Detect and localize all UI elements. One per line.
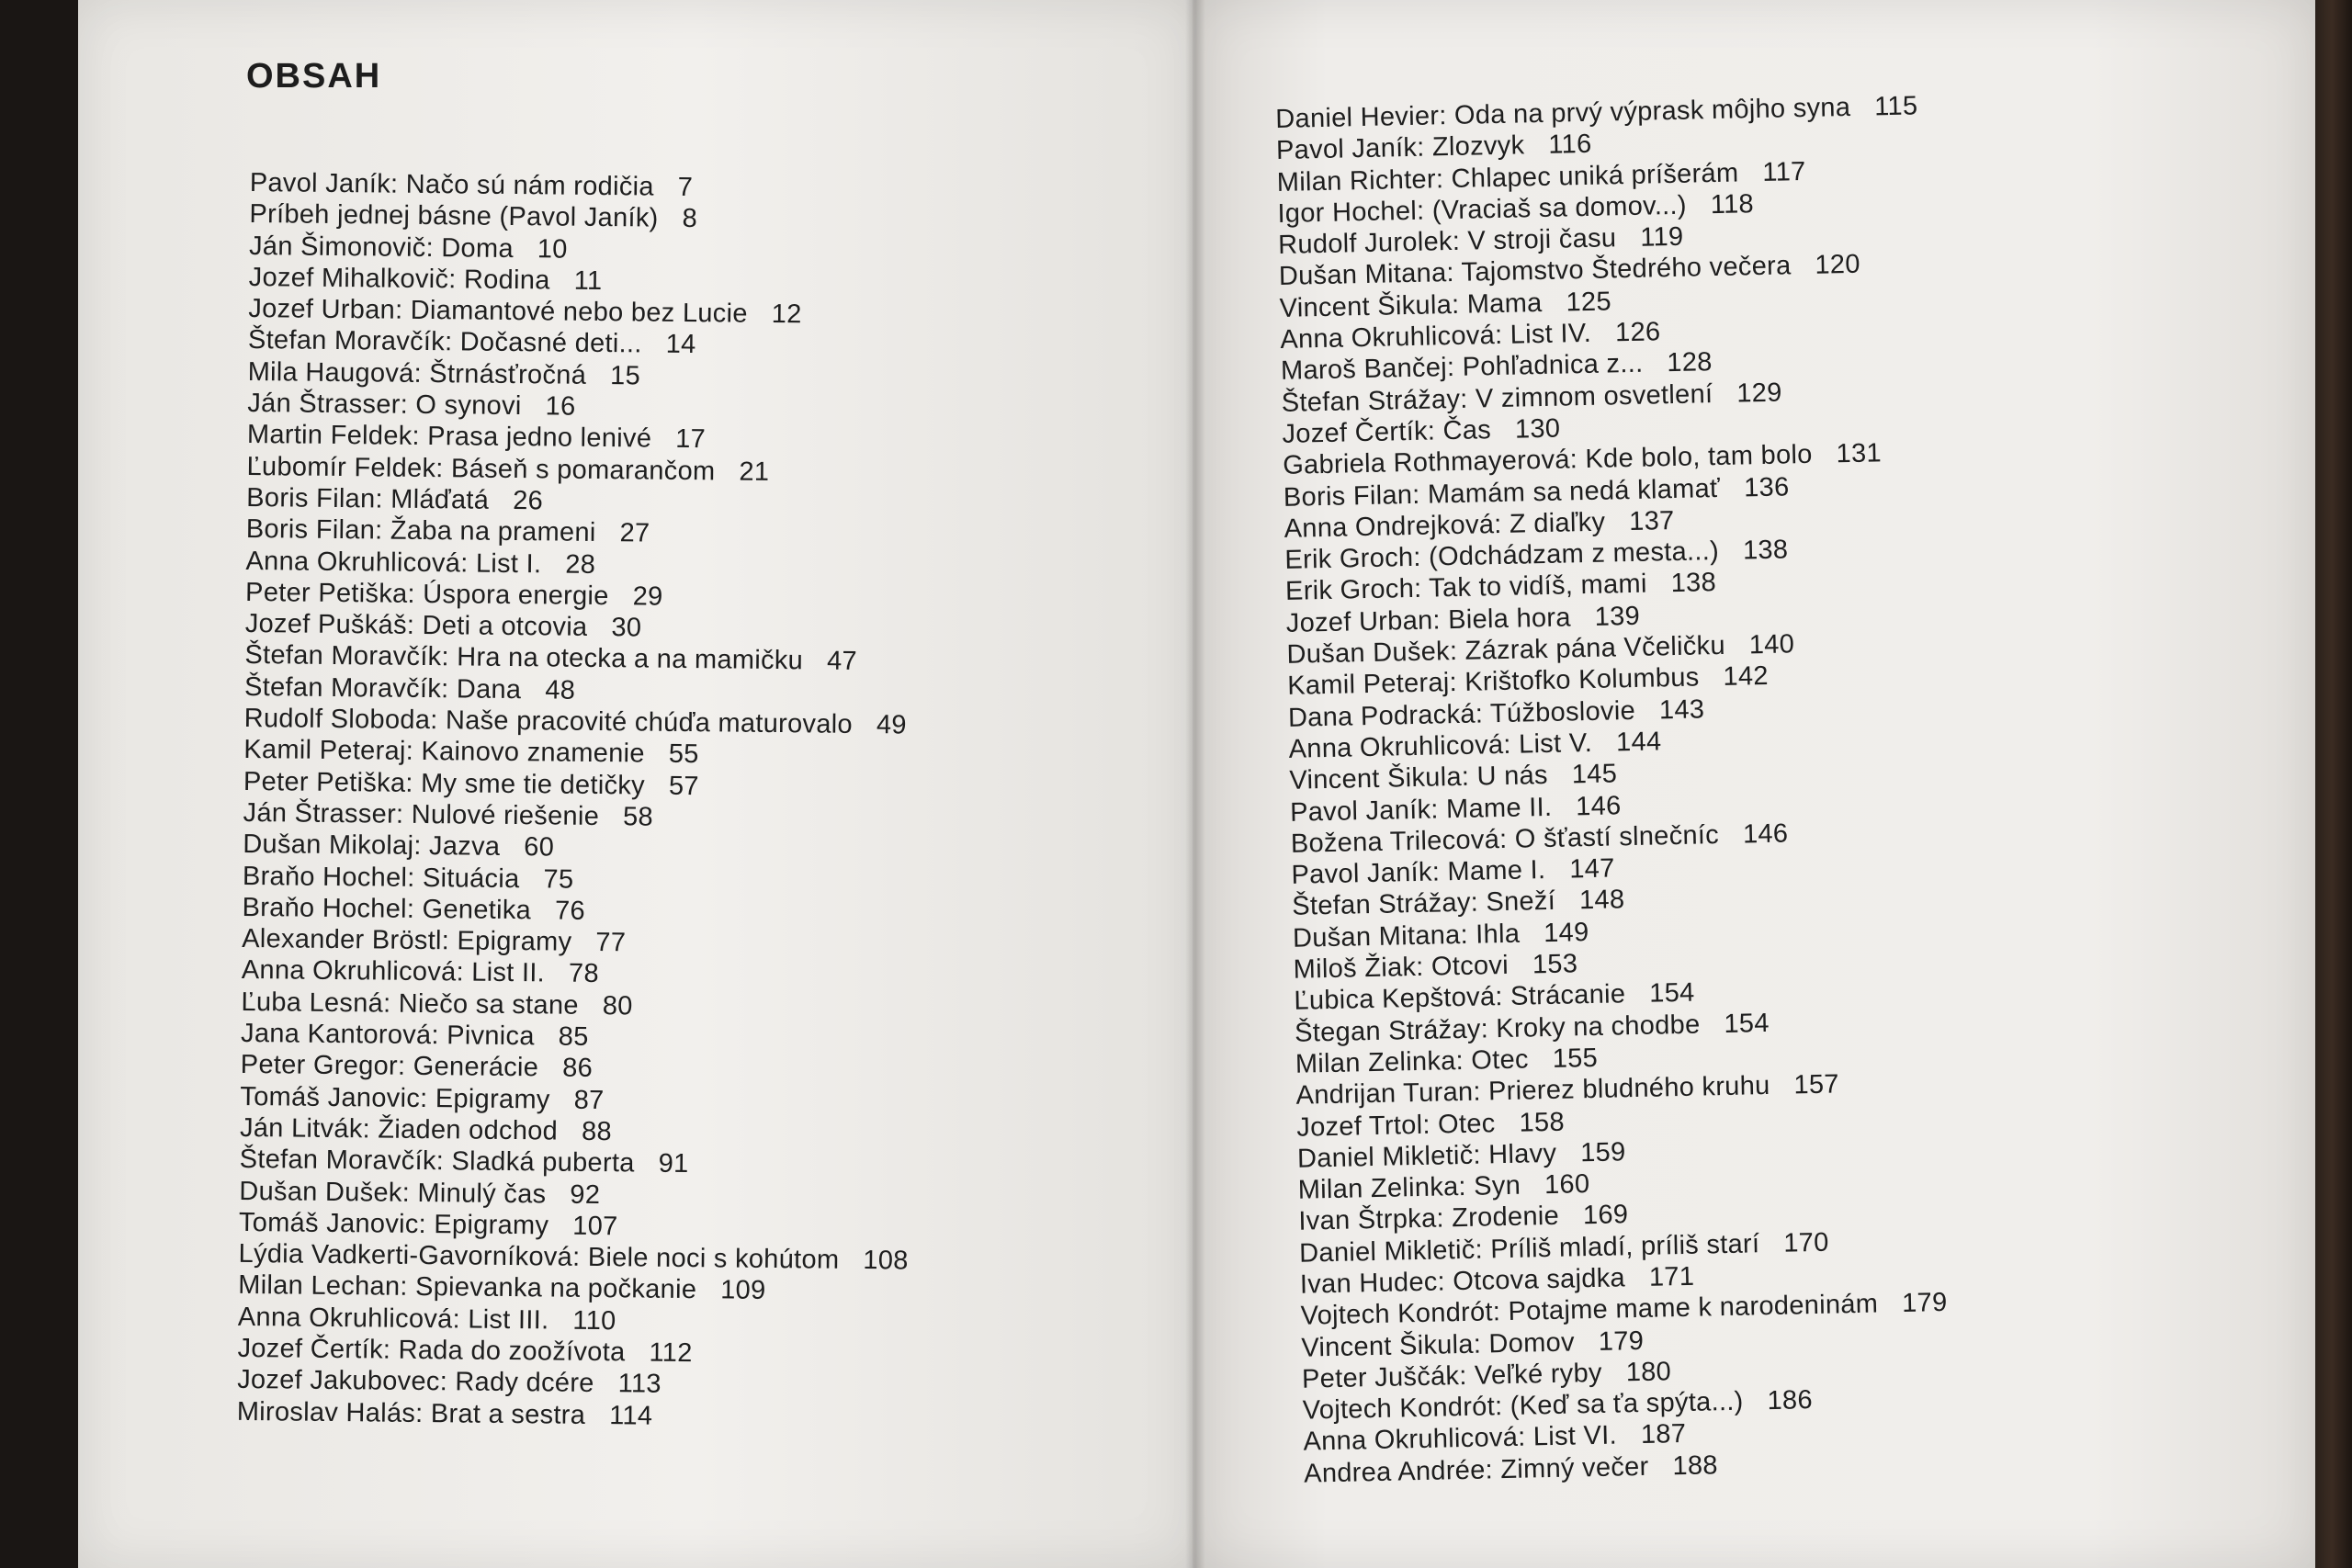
toc-entry-page-number: 14 [665, 330, 696, 360]
toc-entry-title: Kamil Peteraj: Kainovo znamenie [243, 735, 645, 769]
toc-entry-page-number: 12 [771, 299, 802, 330]
toc-entry-title: Daniel Hevier: Oda na prvý výprask môjho syna [1275, 92, 1851, 134]
toc-entry-title: Ľuba Lesná: Niečo sa stane [241, 987, 579, 1021]
toc-entry-page-number: 92 [570, 1179, 601, 1210]
toc-entry-page-number: 57 [668, 771, 699, 801]
toc-entry-page-number: 147 [1568, 853, 1615, 885]
toc-entry-page-number: 157 [1793, 1069, 1840, 1100]
toc-entry-title: Tomáš Janovic: Epigramy [238, 1207, 549, 1241]
toc-entry-title: Milan Zelinka: Otec [1295, 1044, 1530, 1079]
toc-entry-page-number: 78 [568, 959, 600, 989]
toc-entry-page-number: 188 [1672, 1450, 1719, 1482]
toc-entry-title: Vojtech Kondrót: Potajme mame k narodeninám [1300, 1289, 1879, 1331]
toc-entry-title: Anna Okruhlicová: List VI. [1303, 1421, 1618, 1458]
toc-entry-page-number: 120 [1815, 250, 1861, 281]
toc-entry-page-number: 180 [1625, 1357, 1672, 1388]
toc-entry-page-number: 115 [1873, 91, 1918, 122]
toc-entry-title: Boris Filan: Mláďatá [246, 482, 490, 515]
toc-entry-page-number: 138 [1670, 568, 1717, 599]
toc-entry-page-number: 138 [1742, 535, 1789, 566]
toc-entry-page-number: 170 [1782, 1227, 1829, 1258]
toc-entry-title: Peter Juščák: Veľké ryby [1301, 1358, 1603, 1394]
toc-entry-title: Vojtech Kondrót: (Keď sa ťa spýta...) [1302, 1386, 1744, 1426]
toc-entry-page-number: 88 [581, 1116, 613, 1147]
toc-entry-title: Lýdia Vadkerti-Gavorníková: Biele noci s kohútom [238, 1239, 840, 1275]
toc-entry-page-number: 108 [863, 1246, 909, 1276]
toc-entry-page-number: 110 [572, 1305, 616, 1336]
toc-entry-title: Milan Richter: Chlapec uniká príšerám [1276, 158, 1739, 197]
toc-entry-title: Ivan Štrpka: Zrodenie [1298, 1201, 1560, 1237]
toc-entry-title: Daniel Mikletič: Hlavy [1296, 1138, 1557, 1174]
toc-entry-title: Ján Litvák: Žiaden odchod [239, 1112, 559, 1146]
toc-entry-page-number: 179 [1901, 1288, 1948, 1319]
toc-entry-page-number: 137 [1628, 505, 1675, 536]
toc-entry-title: Andrea Andrée: Zimný večer [1303, 1451, 1649, 1489]
toc-entry-title: Daniel Mikletič: Príliš mladí, príliš starí [1298, 1228, 1760, 1269]
toc-entry-page-number: 171 [1648, 1261, 1695, 1292]
toc-entry-page-number: 85 [558, 1021, 589, 1052]
toc-entry-title: Ľubomír Feldek: Báseň s pomarančom [246, 451, 716, 486]
toc-entry-title: Jana Kantorová: Pivnica [240, 1018, 535, 1052]
toc-entry-page-number: 49 [876, 710, 907, 740]
toc-entry-title: Milan Zelinka: Syn [1297, 1170, 1521, 1205]
toc-entry-title: Boris Filan: Žaba na prameni [245, 514, 596, 548]
toc-entry-page-number: 107 [572, 1211, 618, 1242]
toc-entry-page-number: 10 [537, 233, 568, 265]
toc-entry-page-number: 113 [617, 1369, 662, 1400]
toc-entry-title: Jozef Čertík: Rada do zoožívota [237, 1333, 626, 1368]
toc-entry-title: Rudolf Jurolek: V stroji času [1277, 223, 1617, 261]
toc-entry-page-number: 158 [1519, 1107, 1566, 1138]
toc-entry-title: Vincent Šikula: U nás [1289, 761, 1549, 796]
toc-entry-page-number: 16 [545, 391, 576, 422]
toc-entry-title: Dana Podracká: Túžboslovie [1287, 695, 1636, 733]
toc-entry-title: Pavol Janík: Zlozvyk [1275, 130, 1525, 166]
toc-entry-page-number: 8 [682, 204, 698, 234]
toc-entry-title: Anna Okruhlicová: List IV. [1280, 318, 1592, 355]
toc-entry-title: Maroš Bančej: Pohľadnica z... [1280, 349, 1644, 387]
toc-entry-page-number: 47 [826, 647, 858, 677]
toc-entry-page-number: 154 [1724, 1008, 1770, 1039]
toc-left-column [237, 167, 920, 1434]
toc-entry-page-number: 91 [658, 1148, 689, 1179]
toc-right-column [1275, 90, 1951, 1489]
toc-entry-page-number: 26 [513, 485, 544, 516]
toc-entry-title: Jozef Urban: Biela hora [1285, 603, 1572, 638]
toc-entry-title: Štefan Moravčík: Dočasné deti... [247, 325, 642, 359]
toc-entry-title: Jozef Čertík: Čas [1282, 415, 1492, 449]
toc-entry-title: Milan Lechan: Spievanka na počkanie [238, 1270, 697, 1305]
toc-entry-page-number: 155 [1552, 1043, 1599, 1074]
toc-entry-title: Peter Petiška: My sme tie detičky [243, 766, 646, 801]
toc-entry-page-number: 139 [1594, 601, 1641, 632]
toc-entry-title: Jozef Trtol: Otec [1296, 1108, 1496, 1143]
toc-entry-page-number: 129 [1736, 378, 1782, 409]
toc-entry-title: Vincent Šikula: Domov [1301, 1327, 1576, 1363]
toc-entry-page-number: 179 [1598, 1325, 1645, 1357]
toc-entry-title: Dušan Dušek: Zázrak pána Včeličku [1286, 630, 1726, 670]
toc-entry-title: Tomáš Janovic: Epigramy [240, 1081, 550, 1115]
toc-entry-title: Andrijan Turan: Prierez bludného kruhu [1295, 1071, 1770, 1111]
toc-entry-title: Jozef Puškáš: Deti a otcovia [244, 609, 588, 643]
toc-entry-title: Anna Okruhlicová: List I. [245, 546, 542, 579]
toc-entry-page-number: 109 [720, 1275, 766, 1306]
toc-entry-title: Dušan Mitana: Tajomstvo Štedrého večera [1278, 251, 1792, 292]
toc-entry-title: Jozef Mihalkovič: Rodina [248, 262, 550, 296]
toc-entry-page-number: 116 [1548, 130, 1592, 161]
toc-entry-title: Peter Gregor: Generácie [240, 1050, 539, 1083]
toc-entry-page-number: 128 [1667, 347, 1713, 378]
toc-entry-title: Anna Okruhlicová: List V. [1288, 728, 1593, 764]
toc-entry-page-number: 143 [1658, 694, 1705, 726]
toc-entry-page-number: 114 [609, 1400, 653, 1431]
toc-entry-title: Ján Štrasser: O synovi [247, 389, 522, 422]
toc-entry-page-number: 142 [1723, 661, 1770, 693]
page-title: OBSAH [246, 57, 382, 96]
toc-entry-page-number: 27 [619, 518, 650, 548]
toc-entry-page-number: 76 [554, 896, 586, 926]
toc-entry-page-number: 153 [1532, 949, 1578, 980]
toc-entry-title: Dušan Dušek: Minulý čas [239, 1176, 547, 1209]
toc-entry-title: Braňo Hochel: Genetika [242, 892, 532, 926]
toc-entry-title: Štefan Strážay: Sneží [1291, 886, 1556, 922]
toc-entry-title: Jozef Urban: Diamantové nebo bez Lucie [248, 294, 748, 329]
toc-entry-page-number: 169 [1582, 1200, 1629, 1231]
toc-entry-title: Jozef Jakubovec: Rady dcére [237, 1365, 594, 1399]
toc-entry-page-number: 118 [1710, 189, 1755, 220]
toc-entry-page-number: 48 [545, 675, 576, 705]
toc-entry-page-number: 58 [622, 802, 654, 832]
toc-entry-page-number: 187 [1640, 1419, 1687, 1450]
toc-entry-title: Pavol Janík: Načo sú nám rodičia [249, 167, 654, 202]
toc-entry-title: Štefan Moravčík: Dana [243, 671, 522, 705]
toc-entry-page-number: 77 [595, 928, 627, 958]
toc-entry-page-number: 126 [1614, 317, 1661, 348]
toc-entry-title: Martin Feldek: Prasa jedno lenivé [246, 420, 652, 454]
toc-entry-title: Dušan Mitana: Ihla [1292, 919, 1521, 953]
toc-entry-title: Božena Trilecová: O šťastí slnečníc [1290, 819, 1720, 859]
toc-entry-page-number: 28 [565, 549, 596, 580]
toc-entry-title: Štefan Moravčík: Hra na otecka a na mamičku [244, 640, 804, 676]
toc-entry-page-number: 145 [1571, 759, 1618, 790]
toc-entry-title: Boris Filan: Mamám sa nedá klamať [1283, 473, 1721, 513]
toc-entry-page-number: 146 [1742, 818, 1789, 850]
toc-entry-title: Mila Haugová: Štrnásťročná [247, 356, 587, 390]
toc-entry-title: Gabriela Rothmayerová: Kde bolo, tam bolo [1282, 440, 1813, 481]
toc-entry-page-number: 87 [573, 1085, 605, 1115]
toc-entry-page-number: 131 [1836, 438, 1883, 469]
toc-entry-page-number: 149 [1543, 917, 1589, 948]
toc-entry-title: Štefan Strážay: V zimnom osvetlení [1281, 378, 1713, 418]
toc-entry-title: Anna Okruhlicová: List III. [237, 1302, 549, 1336]
toc-entry-page-number: 11 [573, 265, 603, 296]
toc-entry-title: Pavol Janík: Mame II. [1289, 792, 1553, 828]
toc-entry-title: Rudolf Sloboda: Naše pracovité chúďa maturovalo [243, 704, 854, 739]
book-gutter [1185, 0, 1205, 1568]
toc-entry-page-number: 21 [739, 457, 770, 487]
toc-entry-page-number: 146 [1575, 790, 1622, 821]
toc-entry-page-number: 30 [611, 613, 642, 643]
toc-entry-title: Príbeh jednej básne (Pavol Janík) [249, 199, 659, 233]
toc-entry-page-number: 125 [1566, 287, 1612, 318]
toc-entry-page-number: 17 [675, 424, 707, 455]
toc-entry-page-number: 148 [1578, 885, 1625, 916]
toc-entry-title: Anna Okruhlicová: List II. [241, 955, 546, 988]
toc-entry-page-number: 29 [632, 581, 663, 612]
book-edge [2315, 0, 2352, 1568]
toc-entry-title: Anna Ondrejková: Z diaľky [1283, 507, 1606, 544]
toc-entry-page-number: 160 [1544, 1169, 1590, 1201]
toc-entry-page-number: 75 [543, 863, 574, 895]
toc-entry-title: Ján Štrasser: Nulové riešenie [243, 797, 600, 831]
toc-entry-page-number: 140 [1748, 629, 1795, 660]
toc-entry-title: Ľubica Kepštová: Strácanie [1294, 979, 1626, 1017]
toc-entry-page-number: 186 [1767, 1385, 1814, 1416]
toc-entry-page-number: 117 [1762, 156, 1806, 187]
toc-entry-page-number: 80 [602, 990, 633, 1021]
toc-entry-page-number: 130 [1514, 413, 1561, 445]
toc-entry-title: Dušan Mikolaj: Jazva [243, 829, 501, 863]
toc-entry-page-number: 7 [677, 172, 694, 203]
toc-entry-title: Štegan Strážay: Kroky na chodbe [1294, 1010, 1701, 1048]
toc-entry-title: Alexander Bröstl: Epigramy [242, 924, 572, 957]
toc-entry-title: Erik Groch: (Odchádzam z mesta...) [1284, 536, 1720, 576]
toc-entry-page-number: 15 [609, 360, 641, 391]
toc-entry-title: Štefan Moravčík: Sladká puberta [239, 1145, 635, 1179]
toc-entry-title: Ján Šimonovič: Doma [248, 231, 514, 264]
toc-entry-title: Braňo Hochel: Situácia [242, 861, 520, 894]
toc-entry-title: Pavol Janík: Mame I. [1291, 855, 1546, 890]
toc-entry-page-number: 159 [1579, 1137, 1626, 1168]
toc-entry-title: Vincent Šikula: Mama [1279, 288, 1543, 323]
toc-entry-title: Kamil Peteraj: Krištofko Kolumbus [1286, 662, 1700, 702]
toc-entry-page-number: 86 [562, 1053, 594, 1084]
toc-entry-page-number: 119 [1639, 221, 1684, 253]
toc-entry-page-number: 60 [524, 832, 555, 863]
toc-entry-title: Miloš Žiak: Otcovi [1293, 950, 1510, 985]
toc-entry-title: Igor Hochel: (Vraciaš sa domov...) [1277, 190, 1688, 229]
toc-entry-title: Erik Groch: Tak to vidíš, mami [1284, 570, 1648, 607]
toc-entry-page-number: 55 [668, 739, 699, 770]
toc-entry-page-number: 136 [1743, 471, 1790, 502]
toc-entry-title: Peter Petiška: Úspora energie [244, 577, 609, 611]
toc-entry-page-number: 154 [1648, 977, 1695, 1009]
toc-entry-page-number: 144 [1615, 727, 1662, 758]
toc-entry-page-number: 112 [649, 1337, 693, 1369]
toc-entry-title: Miroslav Halás: Brat a sestra [236, 1396, 586, 1430]
toc-entry-title: Ivan Hudec: Otcova sajdka [1299, 1263, 1626, 1300]
